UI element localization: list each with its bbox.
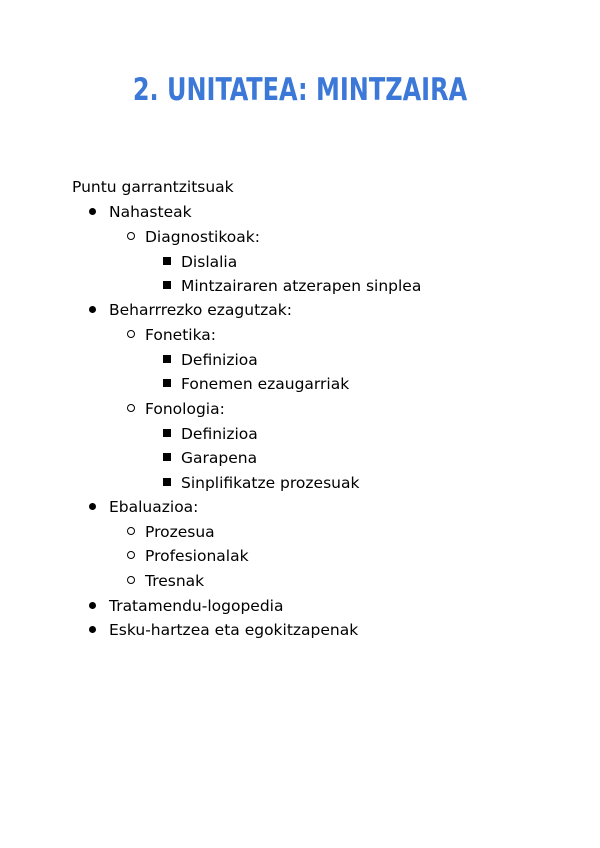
circle-bullet-icon: [127, 227, 145, 247]
list-item-level2: Tresnak: [127, 571, 204, 591]
list-item-level1: Nahasteak: [89, 202, 192, 222]
disc-bullet-icon: [89, 596, 107, 616]
outline-heading: Puntu garrantzitsuak: [72, 178, 234, 196]
list-item-level2: Diagnostikoak:: [127, 227, 260, 247]
circle-bullet-icon: [127, 522, 145, 542]
circle-bullet-icon: [127, 546, 145, 566]
list-item-level3: Garapena: [163, 448, 257, 468]
document-title: 2. UNITATEA: MINTZAIRA: [132, 72, 468, 108]
list-item-level2: Profesionalak: [127, 546, 249, 566]
circle-bullet-icon: [127, 571, 145, 591]
square-bullet-icon: [163, 374, 181, 394]
list-item-level3: Definizioa: [163, 424, 258, 444]
square-bullet-icon: [163, 276, 181, 296]
list-item-level2: Prozesua: [127, 522, 215, 542]
list-item-level3: Fonemen ezaugarriak: [163, 374, 349, 394]
list-item-level3: Definizioa: [163, 350, 258, 370]
disc-bullet-icon: [89, 497, 107, 517]
square-bullet-icon: [163, 473, 181, 493]
square-bullet-icon: [163, 252, 181, 272]
disc-bullet-icon: [89, 202, 107, 222]
disc-bullet-icon: [89, 620, 107, 640]
list-item-level1: Tratamendu-logopedia: [89, 596, 283, 616]
circle-bullet-icon: [127, 325, 145, 345]
list-item-level3: Mintzairaren atzerapen sinplea: [163, 276, 421, 296]
list-item-level3: Sinplifikatze prozesuak: [163, 473, 359, 493]
disc-bullet-icon: [89, 300, 107, 320]
list-item-level1: Beharrrezko ezagutzak:: [89, 300, 292, 320]
list-item-level2: Fonologia:: [127, 399, 225, 419]
square-bullet-icon: [163, 448, 181, 468]
square-bullet-icon: [163, 424, 181, 444]
list-item-level1: Ebaluazioa:: [89, 497, 198, 517]
circle-bullet-icon: [127, 399, 145, 419]
list-item-level2: Fonetika:: [127, 325, 216, 345]
square-bullet-icon: [163, 350, 181, 370]
list-item-level1: Esku-hartzea eta egokitzapenak: [89, 620, 358, 640]
list-item-level3: Dislalia: [163, 252, 237, 272]
